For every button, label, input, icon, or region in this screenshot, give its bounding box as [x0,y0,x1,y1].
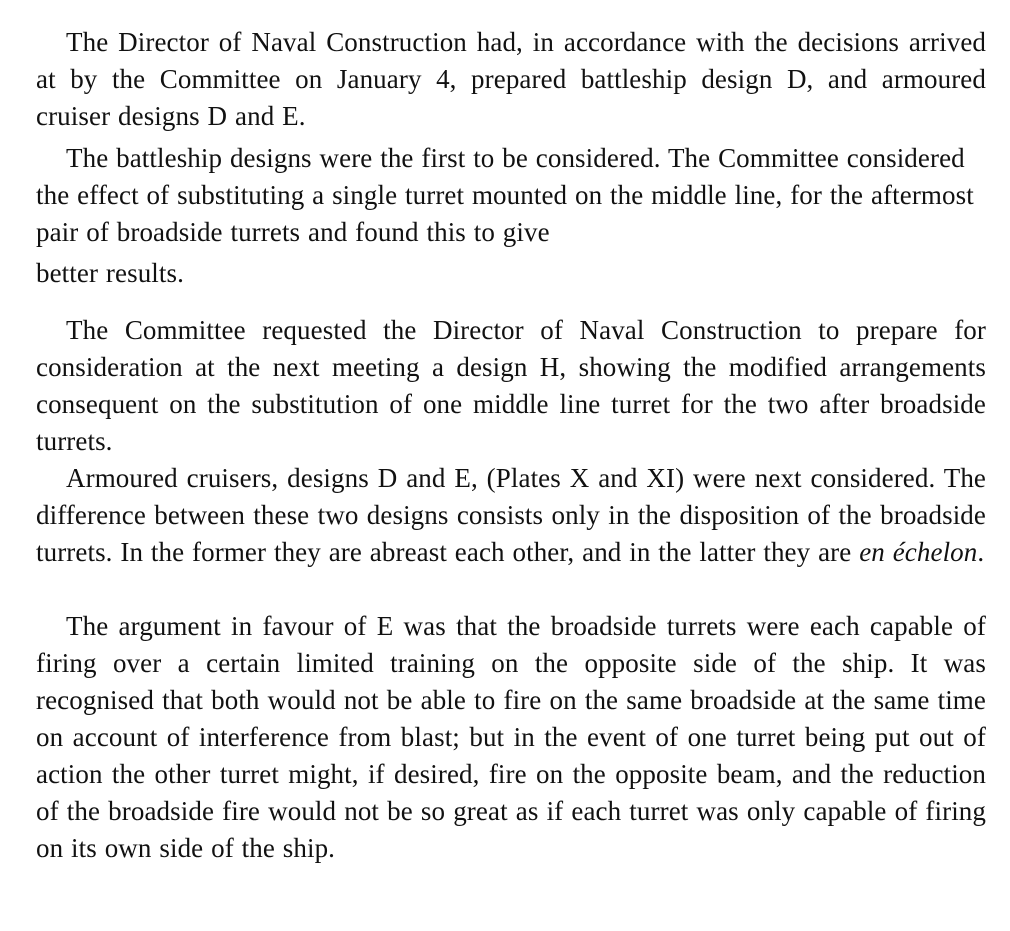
paragraph-2 [36,140,986,292]
paragraph-3-text: The Committee requested the Director of Naval Construction to prepare for consideration at the next meeting a design H, showing the modified arrangements consequent on the substitution of one middle line turret for the two after broadside turrets. [36,315,986,456]
paragraph-4-italic-phrase: en échelon [859,537,978,567]
paragraph-3 [36,312,986,460]
paragraph-2-last-line: better results. [36,258,184,288]
paragraph-5-text: The argument in favour of E was that the broadside turrets were each capable of firing over a certain limited training on the opposite side of the ship. It was recognised that both would not be able to fire on the same broadside at the same time on account of interference from blast; but in the event of one turret being put out of action the other turret might, if desired, fire on the opposite beam, and the reduction of the broadside fire would not be so great as if each turret was only capable of firing on its own side of the ship. [36,611,986,863]
paragraph-2-text: The battleship designs were the first to be considered. The Committee considered the effect of substituting a single turret mounted on the middle line, for the aftermost pair of broadside turrets and found this to give [36,143,974,247]
paragraph-5 [36,608,986,867]
paragraph-4 [36,460,986,571]
paragraph-4-text: Armoured cruisers, designs D and E, (Plates X and XI) were next considered. The difference between these two designs consists only in the disposition of the broadside turrets. In the former they are abreast each other, and in the latter they are [36,463,986,567]
paragraph-1-text: The Director of Naval Construction had, in accordance with the decisions arrived at by the Committee on January 4, prepared battleship design D, and armoured cruiser designs D and E. [36,27,986,131]
paragraph-1 [36,24,986,135]
paragraph-4-end-punctuation: . [977,537,985,567]
